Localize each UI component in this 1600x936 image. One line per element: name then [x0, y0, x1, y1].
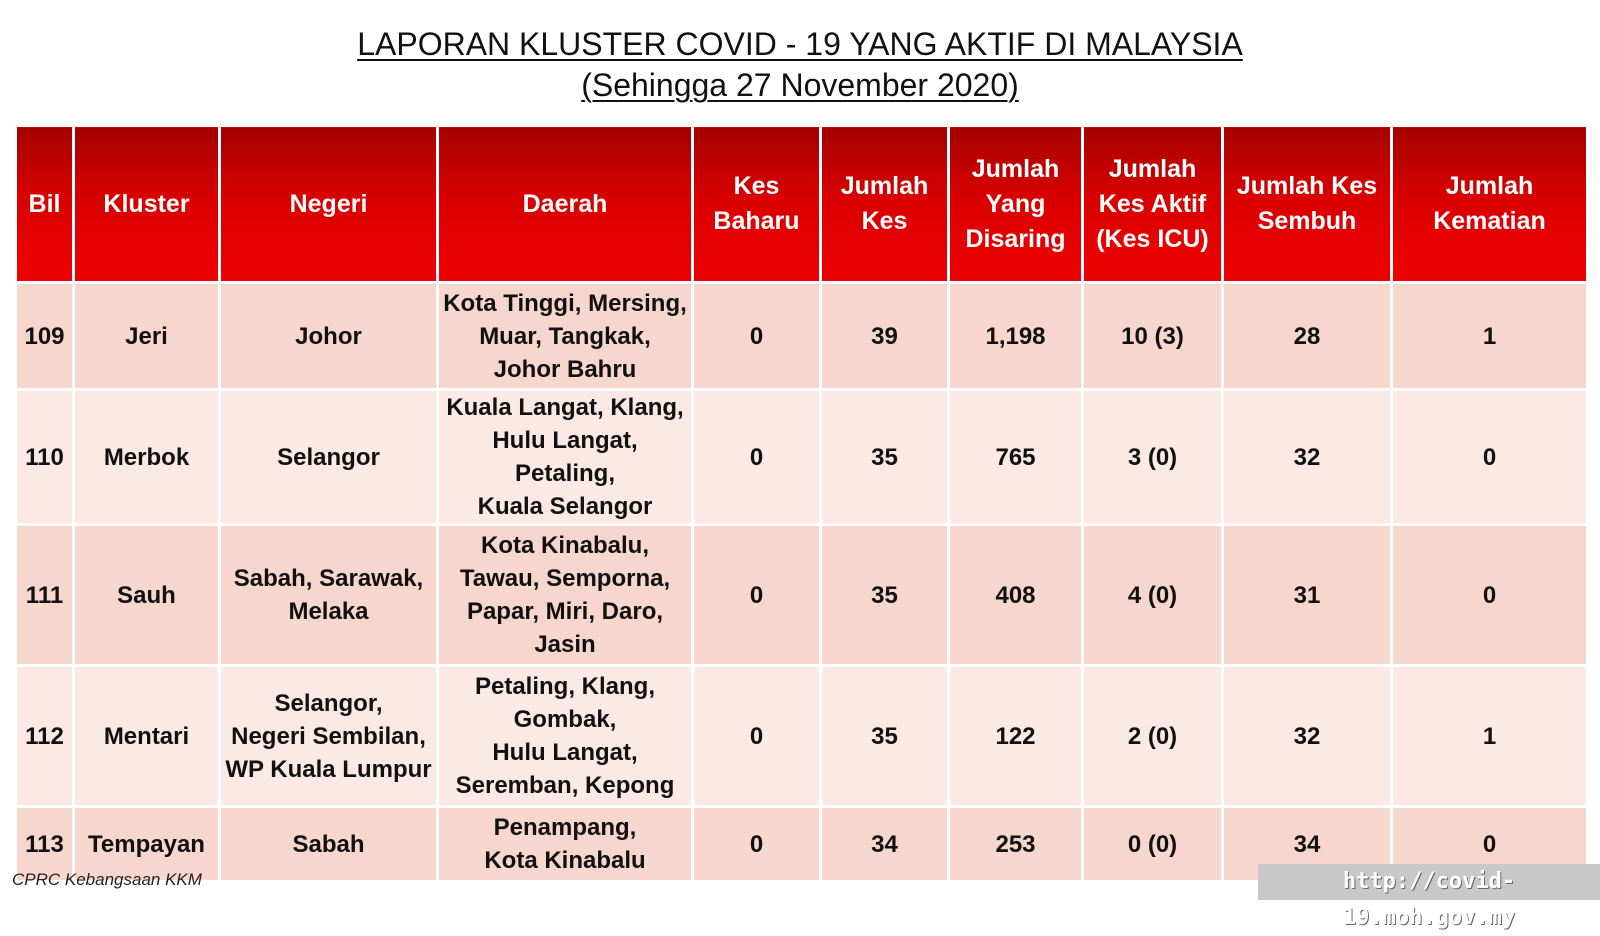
cell-kes-baharu: 0	[693, 525, 821, 666]
cell-jumlah-kes: 35	[821, 666, 949, 807]
cell-sembuh: 28	[1223, 283, 1392, 390]
cell-kes-aktif: 0 (0)	[1083, 807, 1223, 882]
cell-kes-aktif: 4 (0)	[1083, 525, 1223, 666]
cell-jumlah-kes: 39	[821, 283, 949, 390]
cell-kes-aktif: 10 (3)	[1083, 283, 1223, 390]
cluster-table	[14, 124, 1589, 883]
cell-disaring: 408	[949, 525, 1083, 666]
cell-sembuh: 34	[1223, 807, 1392, 882]
cell-kluster: Jeri	[74, 283, 220, 390]
cell-kes-baharu: 0	[693, 283, 821, 390]
cell-bil: 113	[16, 807, 74, 882]
cell-daerah: Kota Tinggi, Mersing, Muar, Tangkak, Johor Bahru	[438, 283, 693, 390]
header-kematian: Jumlah Kematian	[1392, 126, 1588, 283]
table-header-row	[16, 126, 1588, 283]
cell-kluster: Merbok	[74, 390, 220, 525]
cell-kluster: Tempayan	[74, 807, 220, 882]
cell-kluster: Mentari	[74, 666, 220, 807]
cell-kluster: Sauh	[74, 525, 220, 666]
website-url: http://covid-19.moh.gov.my	[1258, 864, 1600, 900]
cell-disaring: 1,198	[949, 283, 1083, 390]
header-kluster: Kluster	[74, 126, 220, 283]
table-row	[16, 390, 1588, 525]
cell-negeri: Selangor	[220, 390, 438, 525]
cell-kematian: 0	[1392, 807, 1588, 882]
table-row	[16, 283, 1588, 390]
header-jumlah-kes: Jumlah Kes	[821, 126, 949, 283]
header-bil: Bil	[16, 126, 74, 283]
cell-kematian: 0	[1392, 390, 1588, 525]
cell-sembuh: 31	[1223, 525, 1392, 666]
cell-kes-aktif: 3 (0)	[1083, 390, 1223, 525]
cell-daerah: Petaling, Klang, Gombak, Hulu Langat, Seremban, Kepong	[438, 666, 693, 807]
cell-daerah: Kuala Langat, Klang, Hulu Langat, Petaling, Kuala Selangor	[438, 390, 693, 525]
cell-bil: 110	[16, 390, 74, 525]
cell-kes-baharu: 0	[693, 390, 821, 525]
cell-kematian: 1	[1392, 283, 1588, 390]
page-title	[0, 24, 1600, 106]
header-daerah: Daerah	[438, 126, 693, 283]
title-line-2: (Sehingga 27 November 2020)	[581, 67, 1019, 103]
cell-kes-aktif: 2 (0)	[1083, 666, 1223, 807]
header-jumlah-disaring: Jumlah Yang Disaring	[949, 126, 1083, 283]
header-kes-aktif: Jumlah Kes Aktif (Kes ICU)	[1083, 126, 1223, 283]
cell-bil: 111	[16, 525, 74, 666]
cell-jumlah-kes: 35	[821, 525, 949, 666]
cell-kes-baharu: 0	[693, 666, 821, 807]
cell-jumlah-kes: 35	[821, 390, 949, 525]
cell-negeri: Selangor, Negeri Sembilan, WP Kuala Lumpur	[220, 666, 438, 807]
cell-daerah: Kota Kinabalu, Tawau, Semporna, Papar, Miri, Daro, Jasin	[438, 525, 693, 666]
cell-negeri: Sabah	[220, 807, 438, 882]
cell-disaring: 765	[949, 390, 1083, 525]
cell-bil: 112	[16, 666, 74, 807]
cell-negeri: Johor	[220, 283, 438, 390]
cell-sembuh: 32	[1223, 666, 1392, 807]
cell-kematian: 1	[1392, 666, 1588, 807]
table-row	[16, 666, 1588, 807]
cell-disaring: 122	[949, 666, 1083, 807]
cell-disaring: 253	[949, 807, 1083, 882]
table-row	[16, 525, 1588, 666]
cell-sembuh: 32	[1223, 390, 1392, 525]
cell-negeri: Sabah, Sarawak, Melaka	[220, 525, 438, 666]
header-kes-baharu: Kes Baharu	[693, 126, 821, 283]
source-credit: CPRC Kebangsaan KKM	[12, 870, 202, 889]
cell-jumlah-kes: 34	[821, 807, 949, 882]
cell-kematian: 0	[1392, 525, 1588, 666]
header-kes-sembuh: Jumlah Kes Sembuh	[1223, 126, 1392, 283]
header-negeri: Negeri	[220, 126, 438, 283]
title-line-1: LAPORAN KLUSTER COVID - 19 YANG AKTIF DI MALAYSIA	[357, 26, 1243, 62]
cell-bil: 109	[16, 283, 74, 390]
cell-daerah: Penampang, Kota Kinabalu	[438, 807, 693, 882]
cell-kes-baharu: 0	[693, 807, 821, 882]
